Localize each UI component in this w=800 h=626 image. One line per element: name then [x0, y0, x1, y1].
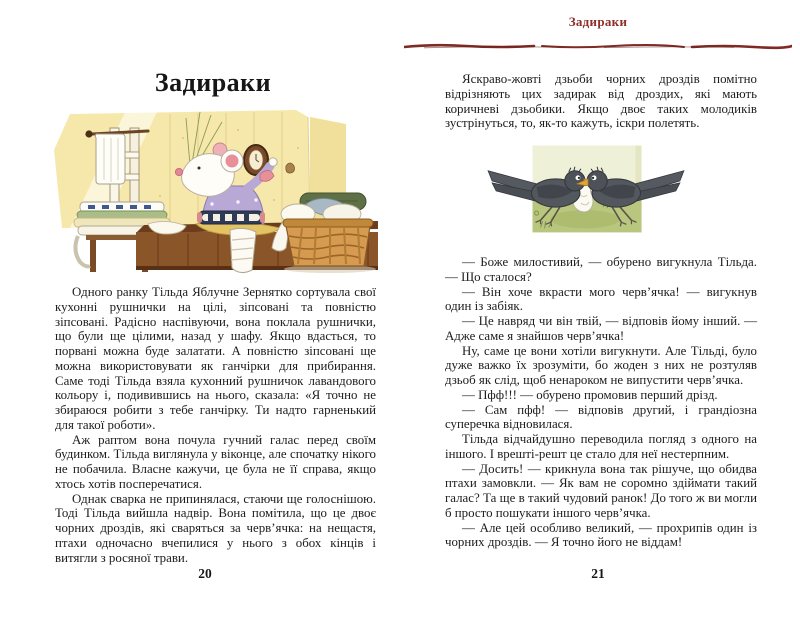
- header-rule-line: [404, 41, 792, 51]
- hanging-towel: [95, 134, 125, 184]
- page-right: [404, 0, 792, 626]
- mouse-eye: [198, 167, 201, 170]
- striped-towel: [197, 211, 265, 224]
- paragraph: — Він хоче вкрасти мого черв’ячка! — вигукнув один із забіяк.: [445, 284, 757, 314]
- paragraph: Аж раптом вона почула гучний галас перед своїм будинком. Тільда виглянула у віконце, але спочатку нікого не побачила. Власне кажучи, це була не її справа, якщо хтось хотів посперечатися.: [55, 432, 376, 491]
- paragraph: Ну, саме це вони хотіли вигукнути. Але Тільді, було дуже важко їх зрозуміти, бо жоден з них не розтуляв дзьоб як слід, щоб ненароком не випустити черв’ячка.: [445, 343, 757, 387]
- page-number-right: 21: [591, 566, 605, 581]
- chapter-title: Задираки: [154, 68, 272, 97]
- blackbirds-drawing: [480, 144, 692, 246]
- right-page-dialogue-text: [445, 255, 757, 550]
- dropped-cloth: [75, 236, 90, 267]
- right-page-intro-text: [445, 72, 757, 131]
- paragraph: Тільда відчайдушно переводила погляд з одного на іншого. І врешті-решт це стало для неї нестерпним.: [445, 432, 757, 461]
- illustration-blackbirds-worm: [480, 144, 692, 246]
- illustration-kitchen-scene: [48, 106, 378, 280]
- page-number-left: 20: [198, 566, 212, 581]
- kitchen-scene-drawing: [48, 106, 378, 280]
- paragraph: — Пфф!!! — обурено промовив перший дрізд.: [462, 387, 718, 402]
- paragraph: — Сам пфф! — відповів другий, і грандіозна суперечка відновилася.: [445, 402, 757, 432]
- paragraph: Однак сварка не припинялася, стаючи ще голоснішою. Тоді Тільда вийшла надвір. Вона помітила, що це двоє чорних дроздів, які сваряться за черв’ячка: на нещастя, птахи одночасно вчепилися у нього з обох кінців і витягли з росяної трави.: [55, 491, 376, 565]
- wall-ornament: [286, 163, 295, 173]
- paragraph: — Досить! — крикнула вона так рішуче, що обидва птахи замовкли. — Як вам не соромно здіймати такий галас? Та ще в такий чудовий ранок! До того ж ви могли б просто пошукати іншого черв’ячка.: [445, 461, 757, 520]
- paragraph: — Але цей особливо великий, — прохрипів один із чорних дроздів. — Я точно його не віддам!: [445, 520, 757, 550]
- paragraph: Одного ранку Тільда Яблучне Зернятко сортувала свої кухонні рушнички на цілі, зіпсовані та повністю зіпсовані. Радісно наспівуючи, вона поклала рушнички, що були ще цілими, назад у шафу. Якщо вдасться, то порвані можна буде залатати. А повністю зіпсовані ще можна використовувати як ганчірки для прибирання. Саме тоді Тільда взяла кухонний рушничок лавандового кольору і, подивившись на нього, сказала: «Я точно не збираюся робити з тебе ганчірку. Ти надто гарненький для такої роботи».: [55, 285, 376, 432]
- hanging-cloth: [230, 228, 256, 272]
- paragraph: — Боже милостивий, — обурено вигукнула Тільда. — Що сталося?: [445, 255, 757, 284]
- left-page-text: [55, 285, 376, 565]
- running-header: Задираки: [568, 14, 628, 29]
- page-left: [48, 0, 378, 626]
- paragraph: — Це навряд чи він твій, — відповів йому інший. — Адже саме я знайшов черв’ячка!: [445, 314, 757, 343]
- paragraph: Яскраво-жовті дзьоби чорних дроздів помітно відрізняють цих задирак від дроздих, які мають коричневі дзьобики. Якщо двоє таких молодиків зустрінуться, то, як-то кажуть, іскри полетять.: [445, 72, 757, 131]
- mouse-nose: [175, 168, 182, 175]
